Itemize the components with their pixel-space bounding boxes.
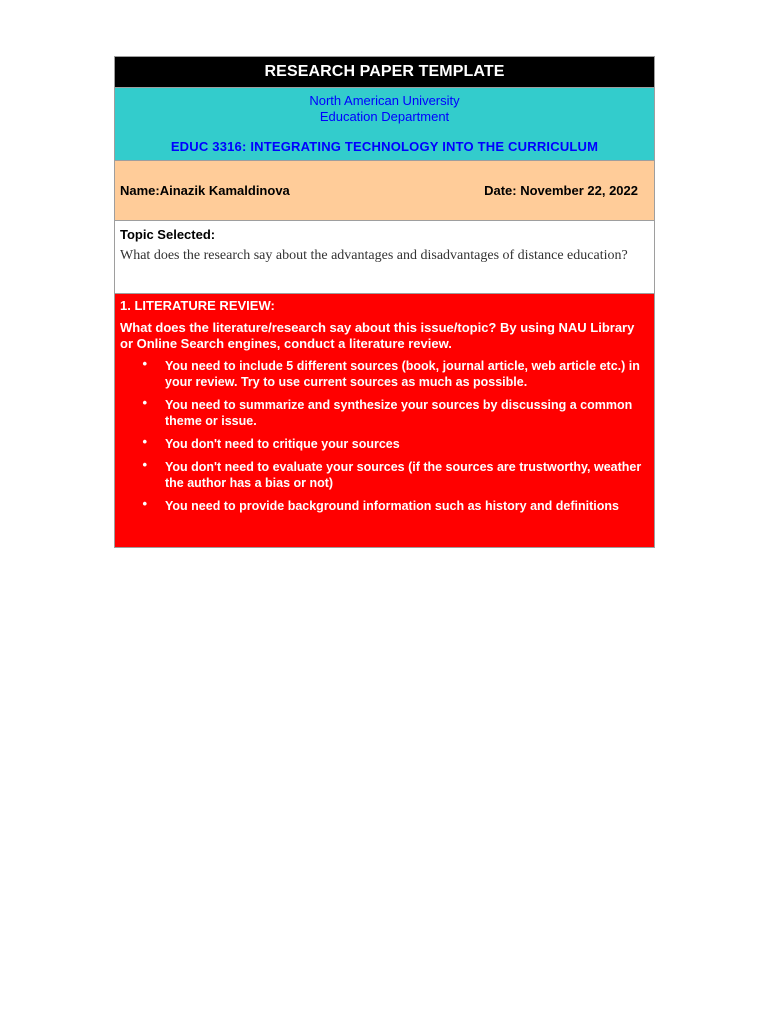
bullet-icon: • <box>142 434 147 449</box>
university-name: North American University <box>309 93 460 108</box>
research-paper-template <box>114 56 655 548</box>
list-item <box>120 358 644 390</box>
submission-date: Date: November 22, 2022 <box>484 183 638 198</box>
list-item <box>120 436 644 452</box>
list-item-text: You don't need to evaluate your sources (if the sources are trustworthy, weather the author has a bias or not) <box>165 460 642 490</box>
list-item-text: You need to include 5 different sources (book, journal article, web article etc.) in your review. Try to use current sources as much as possible. <box>165 359 640 389</box>
bullet-icon: • <box>142 395 147 410</box>
course-title: EDUC 3316: INTEGRATING TECHNOLOGY INTO THE CURRICULUM <box>170 139 599 154</box>
topic-block <box>115 221 654 294</box>
page-title: RESEARCH PAPER TEMPLATE <box>264 63 505 80</box>
list-item <box>120 498 644 514</box>
student-name: Name:Ainazik Kamaldinova <box>120 183 290 198</box>
bullet-icon: • <box>142 457 147 472</box>
literature-review-heading: 1. LITERATURE REVIEW: <box>120 298 275 313</box>
list-item <box>120 459 644 491</box>
list-item-text: You don't need to critique your sources <box>165 437 400 451</box>
literature-review-intro: What does the literature/research say about this issue/topic? By using NAU Library or Online Search engines, conduct a literature review. <box>120 320 635 351</box>
student-info-block <box>115 161 654 221</box>
department-name: Education Department <box>319 109 450 124</box>
title-bar <box>115 57 654 88</box>
topic-label: Topic Selected: <box>120 227 216 242</box>
list-item <box>120 397 644 429</box>
bullet-icon: • <box>142 356 147 371</box>
university-block <box>115 88 654 161</box>
requirements-list <box>120 358 644 514</box>
topic-text: What does the research say about the advantages and disadvantages of distance education? <box>120 248 628 263</box>
literature-review-block <box>115 294 654 547</box>
list-item-text: You need to provide background information such as history and definitions <box>165 499 619 513</box>
bullet-icon: • <box>142 496 147 511</box>
list-item-text: You need to summarize and synthesize your sources by discussing a common theme or issue. <box>165 398 633 428</box>
